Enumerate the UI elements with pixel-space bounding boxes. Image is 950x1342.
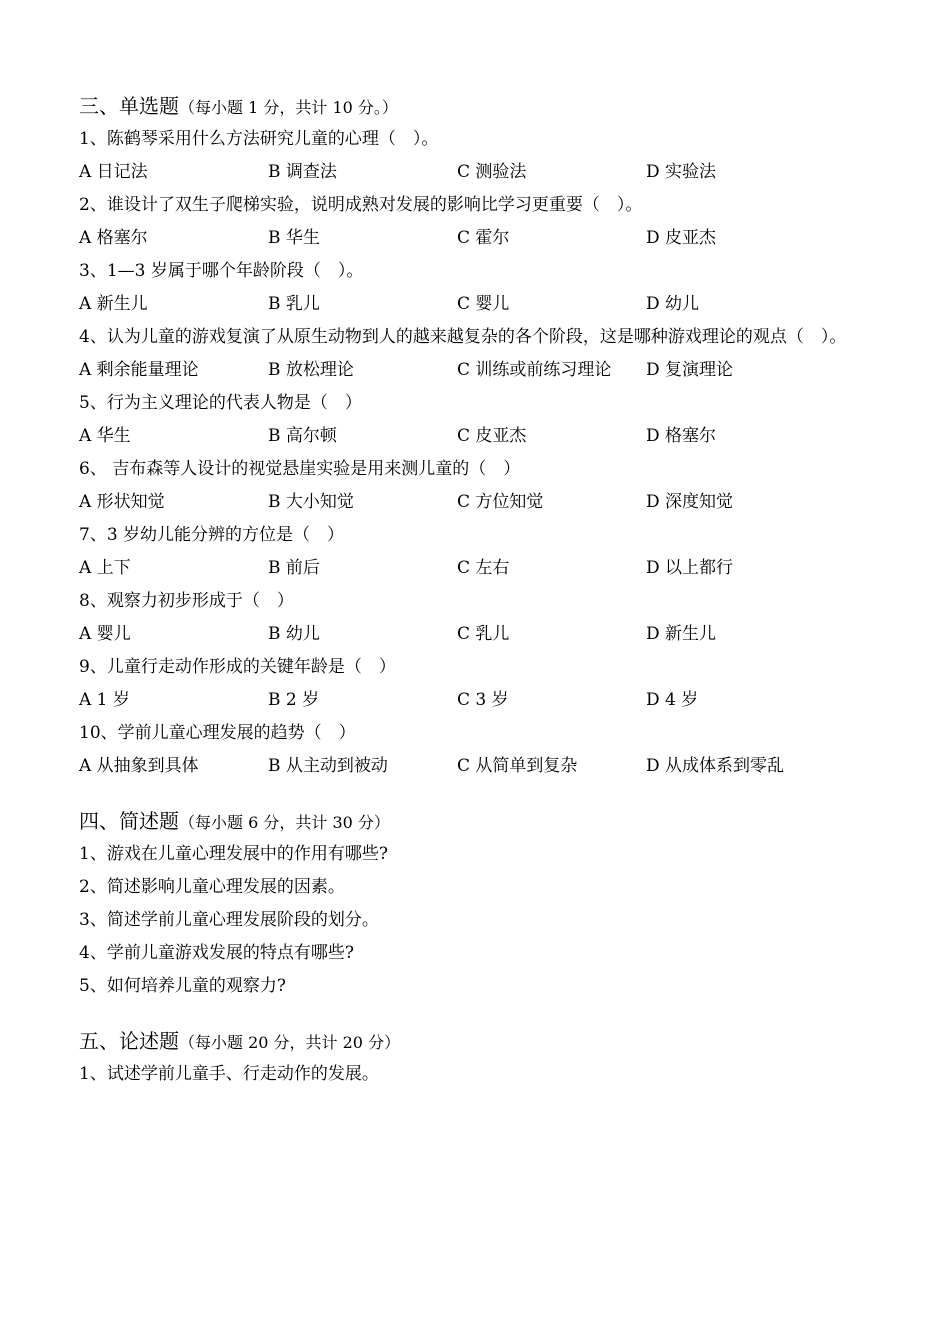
option-b: B 2 岁 <box>268 690 320 710</box>
options-row <box>79 354 879 387</box>
question-text: 6、 吉布森等人设计的视觉悬崖实验是用来测儿童的（ ） <box>79 459 521 479</box>
section-scoring-note: （每小题 1 分，共计 10 分。） <box>179 98 398 117</box>
option-d: D 从成体系到零乱 <box>646 756 785 776</box>
option-c: C 皮亚杰 <box>457 426 527 446</box>
section-title <box>79 805 879 838</box>
option-b: B 从主动到被动 <box>268 756 388 776</box>
question-text: 3、简述学前儿童心理发展阶段的划分。 <box>79 910 379 930</box>
options-row <box>79 222 879 255</box>
option-b: B 幼儿 <box>268 624 320 644</box>
option-d: D 深度知觉 <box>646 492 734 512</box>
section-title <box>79 90 879 123</box>
options-row <box>79 684 879 717</box>
option-a: A 格塞尔 <box>79 228 148 248</box>
option-a: A 华生 <box>79 426 131 446</box>
exam-page <box>79 90 879 1091</box>
option-c: C 乳儿 <box>457 624 510 644</box>
question-text: 9、儿童行走动作形成的关键年龄是（ ） <box>79 657 396 677</box>
section-title <box>79 1025 879 1058</box>
question-text: 3、1—3 岁属于哪个年龄阶段（ ）。 <box>79 261 364 281</box>
option-a: A 新生儿 <box>79 294 148 314</box>
option-d: D 格塞尔 <box>646 426 717 446</box>
option-c: C 霍尔 <box>457 228 510 248</box>
option-a: A 形状知觉 <box>79 492 165 512</box>
options-row <box>79 156 879 189</box>
option-d: D 皮亚杰 <box>646 228 717 248</box>
option-d: D 复演理论 <box>646 360 734 380</box>
question-text: 10、学前儿童心理发展的趋势（ ） <box>79 723 356 743</box>
section-scoring-note: （每小题 20 分，共计 20 分） <box>179 1033 401 1052</box>
options-row <box>79 486 879 519</box>
option-b: B 大小知觉 <box>268 492 354 512</box>
option-d: D 4 岁 <box>646 690 699 710</box>
option-c: C 从简单到复杂 <box>457 756 578 776</box>
option-a: A 上下 <box>79 558 131 578</box>
option-d: D 实验法 <box>646 162 717 182</box>
options-row <box>79 288 879 321</box>
question-text: 4、学前儿童游戏发展的特点有哪些? <box>79 943 354 963</box>
question-text: 1、陈鹤琴采用什么方法研究儿童的心理（ ）。 <box>79 129 439 149</box>
option-c: C 婴儿 <box>457 294 510 314</box>
question-text: 5、如何培养儿童的观察力? <box>79 976 286 996</box>
question-text: 1、试述学前儿童手、行走动作的发展。 <box>79 1064 379 1084</box>
section-essay <box>79 1025 879 1091</box>
option-c: C 3 岁 <box>457 690 509 710</box>
option-d: D 新生儿 <box>646 624 717 644</box>
option-c: C 方位知觉 <box>457 492 544 512</box>
option-b: B 放松理论 <box>268 360 354 380</box>
section-single-choice <box>79 90 879 783</box>
section-title-text: 五、论述题 <box>79 1029 179 1053</box>
options-row <box>79 750 879 783</box>
section-title-text: 四、简述题 <box>79 809 179 833</box>
option-b: B 调查法 <box>268 162 337 182</box>
question-text: 7、3 岁幼儿能分辨的方位是（ ） <box>79 525 345 545</box>
option-a: A 剩余能量理论 <box>79 360 199 380</box>
question-text: 2、谁设计了双生子爬梯实验，说明成熟对发展的影响比学习更重要（ ）。 <box>79 195 643 215</box>
section-title-text: 三、单选题 <box>79 94 179 118</box>
options-row <box>79 552 879 585</box>
question-text: 8、观察力初步形成于（ ） <box>79 591 294 611</box>
option-c: C 测验法 <box>457 162 527 182</box>
question-text: 1、游戏在儿童心理发展中的作用有哪些? <box>79 844 388 864</box>
option-a: A 从抽象到具体 <box>79 756 199 776</box>
question-text: 4、认为儿童的游戏复演了从原生动物到人的越来越复杂的各个阶段，这是哪种游戏理论的观点（ ）。 <box>79 327 847 347</box>
option-c: C 训练或前练习理论 <box>457 360 612 380</box>
option-d: D 幼儿 <box>646 294 700 314</box>
option-b: B 高尔顿 <box>268 426 337 446</box>
option-b: B 华生 <box>268 228 320 248</box>
question-text: 5、行为主义理论的代表人物是（ ） <box>79 393 362 413</box>
question-text: 2、简述影响儿童心理发展的因素。 <box>79 877 345 897</box>
option-a: A 婴儿 <box>79 624 131 644</box>
options-row <box>79 420 879 453</box>
option-b: B 前后 <box>268 558 320 578</box>
option-d: D 以上都行 <box>646 558 734 578</box>
option-c: C 左右 <box>457 558 510 578</box>
options-row <box>79 618 879 651</box>
section-scoring-note: （每小题 6 分，共计 30 分） <box>179 813 390 832</box>
option-a: A 日记法 <box>79 162 148 182</box>
option-b: B 乳儿 <box>268 294 320 314</box>
section-short-answer <box>79 805 879 1003</box>
option-a: A 1 岁 <box>79 690 130 710</box>
